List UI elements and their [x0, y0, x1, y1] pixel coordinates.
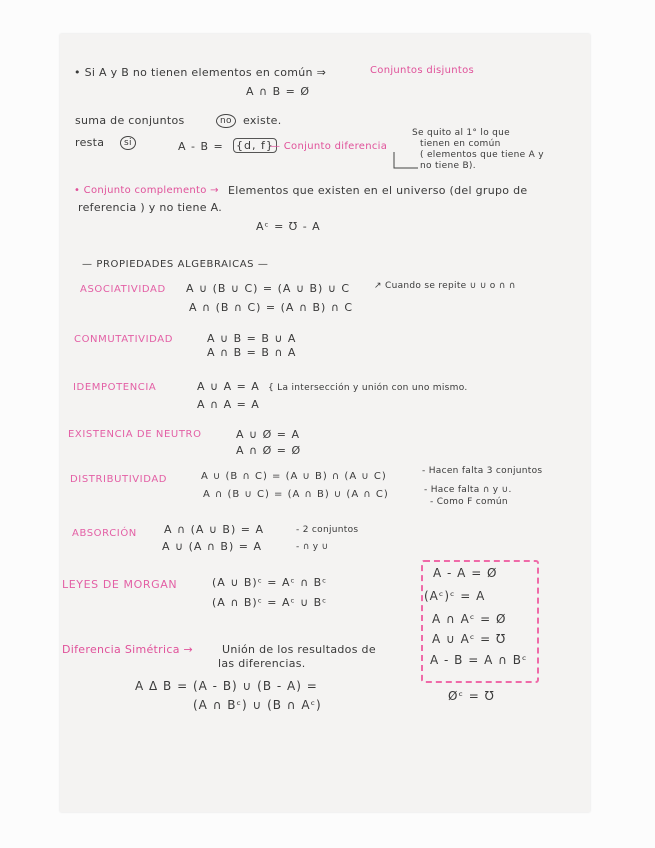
absorcion-2: A ∪ (A ∩ B) = A [162, 540, 263, 553]
asociatividad-union: A ∪ (B ∪ C) = (A ∪ B) ∪ C [186, 282, 351, 295]
resta-text: resta [75, 136, 105, 149]
complemento-desc: Elementos que existen en el universo (del grupo de [228, 184, 528, 197]
morgan-label: LEYES DE MORGAN [62, 578, 178, 591]
complemento-formula: Aᶜ = Ʊ - A [256, 220, 321, 233]
resta-note-4: no tiene B). [420, 161, 476, 171]
simetrica-desc-1: Unión de los resultados de [222, 643, 376, 656]
disjoint-label: Conjuntos disjuntos [370, 65, 475, 76]
neutro-union: A ∪ Ø = A [236, 428, 300, 441]
idempotencia-interseccion: A ∩ A = A [197, 398, 260, 411]
distributividad-note-3: - Como F común [430, 497, 508, 507]
morgan-2: (A ∩ B)ᶜ = Aᶜ ∪ Bᶜ [212, 596, 328, 609]
distributividad-2: A ∩ (B ∪ C) = (A ∩ B) ∪ (A ∩ C) [203, 489, 389, 500]
resta-set: {d, f} [233, 138, 277, 153]
suma-circle: no [216, 113, 236, 128]
simetrica-desc-2: las diferencias. [218, 657, 306, 670]
box-line-4: A ∪ Aᶜ = Ʊ [432, 632, 507, 646]
suma-text: suma de conjuntos [75, 114, 185, 127]
absorcion-label: ABSORCIÓN [72, 528, 137, 539]
resta-formula: A - B = [178, 140, 224, 153]
box-line-5: A - B = A ∩ Bᶜ [430, 653, 528, 667]
asociatividad-label: ASOCIATIVIDAD [80, 284, 166, 295]
suma-existe: existe. [243, 114, 282, 127]
neutro-label: EXISTENCIA DE NEUTRO [68, 429, 202, 440]
idempotencia-label: IDEMPOTENCIA [73, 382, 157, 393]
conmutatividad-union: A ∪ B = B ∪ A [207, 332, 297, 345]
complemento-desc-2: referencia ) y no tiene A. [78, 201, 223, 214]
disjoint-formula: A ∩ B = Ø [246, 85, 310, 98]
box-line-3: A ∩ Aᶜ = Ø [432, 612, 507, 626]
absorcion-note-1: - 2 conjuntos [296, 525, 359, 535]
asociatividad-note: ↗ Cuando se repite ∪ ∪ o ∩ ∩ [374, 281, 516, 291]
conmutatividad-interseccion: A ∩ B = B ∩ A [207, 346, 297, 359]
absorcion-note-2: - ∩ y ∪ [296, 542, 329, 552]
asociatividad-interseccion: A ∩ (B ∩ C) = (A ∩ B) ∩ C [189, 301, 354, 314]
disjoint-text: • Si A y B no tienen elementos en común ⇒ [74, 66, 327, 79]
box-line-2: (Aᶜ)ᶜ = A [424, 589, 486, 603]
resta-bracket [392, 150, 422, 172]
simetrica-formula-1: A Δ B = (A - B) ∪ (B - A) = [135, 679, 318, 693]
resta-note-3: ( elementos que tiene A y [420, 150, 544, 160]
box-extra: Øᶜ = Ʊ [448, 689, 495, 703]
absorcion-1: A ∩ (A ∪ B) = A [164, 523, 265, 536]
simetrica-formula-2: (A ∩ Bᶜ) ∪ (B ∩ Aᶜ) [193, 698, 322, 712]
resta-note-1: Se quito al 1° lo que [412, 128, 511, 138]
distributividad-note-2: - Hace falta ∩ y ∪. [424, 485, 512, 495]
resta-circle: si [120, 135, 136, 150]
resta-label: — Conjunto diferencia [270, 141, 388, 152]
resta-note-2: tienen en común [420, 139, 501, 149]
propiedades-title: — PROPIEDADES ALGEBRAICAS — [82, 259, 269, 270]
simetrica-label: Diferencia Simétrica → [62, 643, 194, 656]
neutro-interseccion: A ∩ Ø = Ø [236, 444, 302, 457]
box-line-1: A - A = Ø [433, 566, 498, 580]
distributividad-note-1: - Hacen falta 3 conjuntos [422, 466, 543, 476]
conmutatividad-label: CONMUTATIVIDAD [74, 334, 173, 345]
idempotencia-note: { La intersección y unión con uno mismo. [268, 383, 468, 393]
idempotencia-union: A ∪ A = A [197, 380, 260, 393]
distributividad-1: A ∪ (B ∩ C) = (A ∪ B) ∩ (A ∪ C) [201, 471, 387, 482]
distributividad-label: DISTRIBUTIVIDAD [70, 474, 168, 485]
morgan-1: (A ∪ B)ᶜ = Aᶜ ∩ Bᶜ [212, 576, 328, 589]
complemento-label: • Conjunto complemento → [74, 185, 219, 196]
